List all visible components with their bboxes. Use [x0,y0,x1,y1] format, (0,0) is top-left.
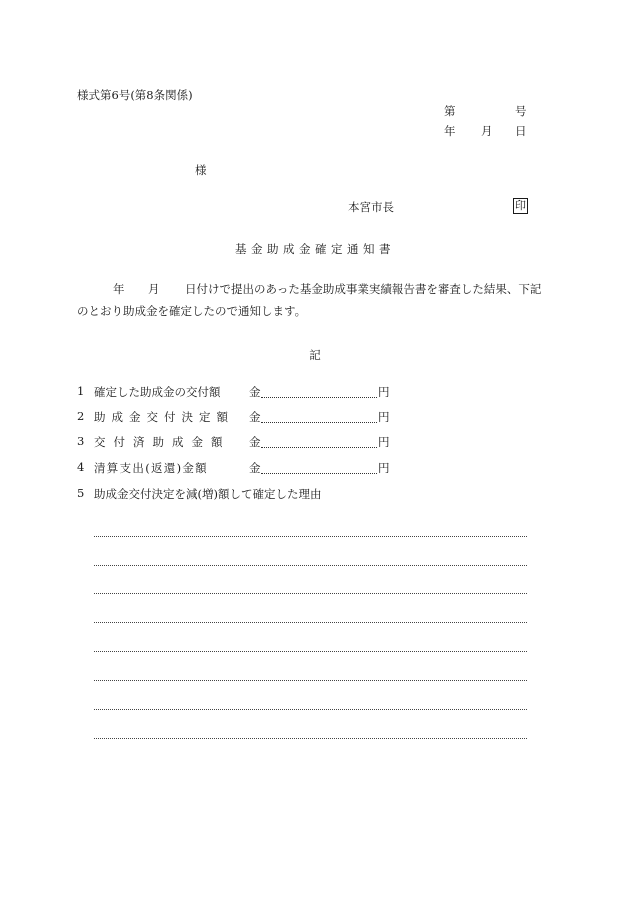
item-settlement-amount [0,460,630,476]
item-number: 2 [77,409,85,423]
record-heading: 記 [309,348,321,362]
item-label: 助成金交付決定額 [94,410,234,424]
document-number-suffix: 号 [515,104,527,118]
amount-unit: 円 [378,461,390,475]
reason-line[interactable] [94,651,527,652]
amount-unit: 円 [378,435,390,449]
item-number: 1 [77,384,85,398]
item-label: 助成金交付決定を減(増)額して確定した理由 [94,487,322,501]
reason-line[interactable] [94,680,527,681]
date-month-label: 月 [481,124,493,138]
amount-prefix: 金 [249,410,261,424]
reason-line[interactable] [94,709,527,710]
item-confirmed-amount [0,384,630,400]
item-label: 清算支出(返還)金額 [94,461,208,475]
date-day-label: 日 [515,124,527,138]
amount-prefix: 金 [249,385,261,399]
reason-line[interactable] [94,565,527,566]
reason-line[interactable] [94,738,527,739]
document-number-prefix: 第 [444,104,456,118]
form-number: 様式第6号(第8条関係) [77,88,193,102]
addressee-honorific: 様 [195,163,207,177]
item-label: 確定した助成金の交付額 [94,385,221,399]
amount-unit: 円 [378,410,390,424]
reason-line[interactable] [94,536,527,537]
amount-prefix: 金 [249,435,261,449]
issuer-name: 本宮市長 [348,200,394,214]
reason-line[interactable] [94,622,527,623]
date-year-label: 年 [444,124,456,138]
amount-field[interactable] [261,384,377,398]
reason-line[interactable] [94,593,527,594]
amount-unit: 円 [378,385,390,399]
item-label: 交付済助成金額 [94,435,231,449]
body-month-label: 月 [148,282,160,296]
item-number: 3 [77,434,85,448]
item-reason [0,486,630,502]
seal-mark: 印 [515,199,526,212]
item-number: 5 [77,486,85,500]
item-paid-amount [0,434,630,450]
item-grant-decision-amount [0,409,630,425]
body-text-line1: 日付けで提出のあった基金助成事業実績報告書を審査した結果、下記 [185,282,542,296]
amount-prefix: 金 [249,461,261,475]
body-year-label: 年 [113,282,125,296]
amount-field[interactable] [261,409,377,423]
amount-field[interactable] [261,434,377,448]
amount-field[interactable] [261,460,377,474]
document-title: 基金助成金確定通知書 [235,242,395,256]
item-number: 4 [77,460,85,474]
body-text-line2: のとおり助成金を確定したので通知します。 [77,304,307,318]
